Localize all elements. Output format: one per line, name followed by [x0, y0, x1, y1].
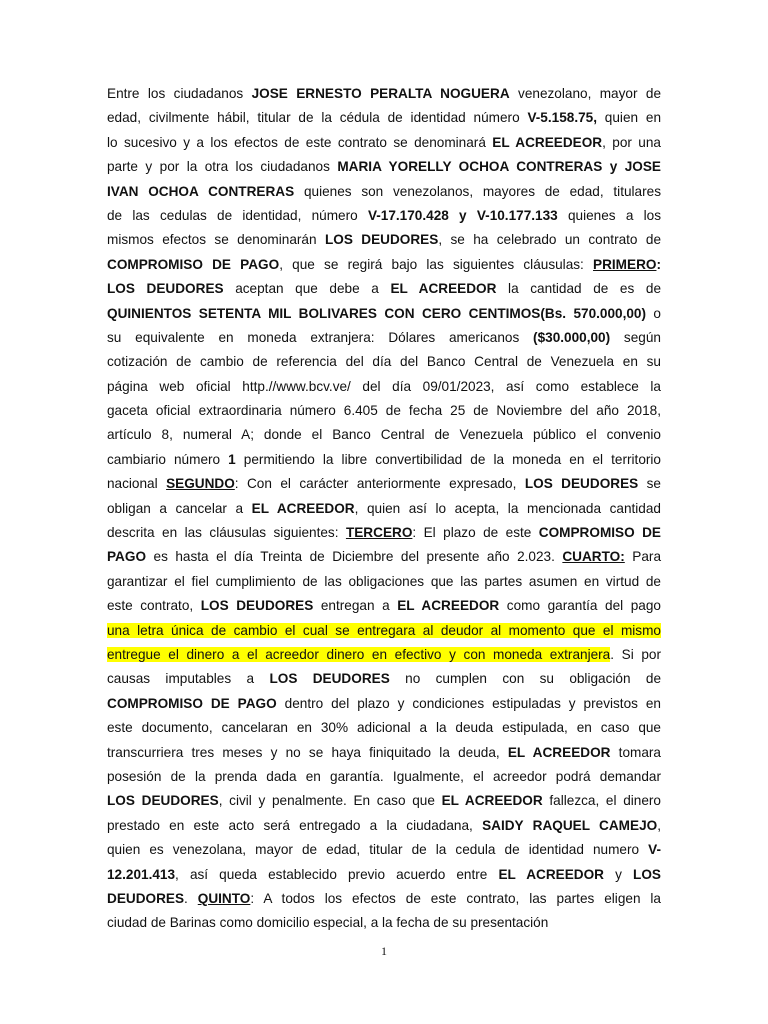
text-run: quien en [597, 110, 662, 126]
text-line [107, 716, 661, 740]
text-line [107, 838, 661, 862]
text-run: lo sucesivo y a los efectos de este contrato se denominará [107, 134, 493, 150]
bold-text: COMPROMISO DE PAGO [107, 256, 280, 272]
text-line [107, 472, 661, 496]
bold-text: LOS DEUDORES [524, 476, 639, 492]
text-run: quienes a los [557, 207, 661, 223]
text-run: : El plazo de este [412, 525, 539, 541]
text-line [107, 253, 661, 277]
text-run: la cantidad de es de [496, 281, 661, 297]
text-run: : A todos los efectos de este contrato, las partes eligen la [250, 890, 661, 906]
bold-text: PRIMERO [593, 256, 657, 272]
text-line [107, 204, 661, 228]
page-number: 1 [381, 944, 387, 958]
bold-text: EL ACREEDOR [251, 500, 355, 516]
text-line [107, 228, 661, 252]
text-run: fallezca, el dinero [542, 793, 661, 809]
highlighted-text: entregue el dinero a el acreedor dinero en efectivo y con moneda extranjera [107, 646, 611, 662]
text-line [107, 619, 661, 643]
text-line [107, 497, 661, 521]
bold-text: SAIDY RAQUEL CAMEJO [482, 817, 658, 833]
text-run: parte y por la otra los ciudadanos [107, 159, 338, 175]
text-line [107, 277, 661, 301]
text-line [107, 643, 661, 667]
text-run: o [646, 305, 661, 321]
text-line [107, 423, 661, 447]
text-run: mismos efectos se denominarán [107, 232, 325, 248]
text-run: cambiario número [107, 451, 229, 467]
bold-text: EL ACREEDOR [507, 744, 611, 760]
text-line [107, 155, 661, 179]
text-run: , que se regirá bajo las siguientes cláusulas: [279, 256, 594, 272]
highlighted-text: una letra única de cambio el cual se entregara al deudor al momento que el mismo [107, 622, 661, 638]
text-run: , por una [602, 134, 661, 150]
bold-text: COMPROMISO DE PAGO [107, 695, 277, 711]
text-run: este documento, cancelaran en 30% adicional a la deuda estipulada, en caso que [107, 720, 661, 736]
text-run: quienes son venezolanos, mayores de edad, titulares [294, 183, 661, 199]
text-run: edad, civilmente hábil, titular de la cédula de identidad número [107, 110, 528, 126]
text-run: , se ha celebrado un contrato de [438, 232, 662, 248]
text-line [107, 180, 661, 204]
text-run: garantizar el fiel cumplimiento de las obligaciones que las partes asumen en virtud de [107, 573, 661, 589]
bold-text: LOS DEUDORES [269, 671, 390, 687]
text-run: permitiendo la libre convertibilidad de la moneda en el territorio [235, 451, 661, 467]
bold-text: TERCERO [345, 525, 413, 541]
text-run: quien es venezolana, mayor de edad, titular de la cedula de identidad numero [107, 842, 649, 858]
text-line [107, 570, 661, 594]
bold-text: 12.201.413 [107, 866, 176, 882]
text-line [107, 789, 661, 813]
text-line [107, 106, 661, 130]
text-run: , [657, 817, 661, 833]
text-line [107, 765, 661, 789]
text-run: venezolano, mayor de [509, 86, 662, 101]
bold-text: COMPROMISO DE [538, 525, 661, 541]
bold-text: LOS DEUDORES [107, 793, 219, 809]
text-run: entregan a [313, 598, 398, 614]
bold-text: EL ACREEDOR [441, 793, 543, 809]
text-run: . [184, 890, 198, 906]
text-run: tomara [610, 744, 661, 760]
bold-text: LOS DEUDORES [324, 232, 439, 248]
bold-text: ($30.000,00) [533, 329, 611, 345]
text-run: obligan a cancelar a [107, 500, 252, 516]
text-line [107, 667, 661, 691]
text-run: nacional [107, 476, 167, 492]
text-run: transcurriera tres meses y no se haya finiquitado la deuda, [107, 744, 508, 760]
text-line [107, 545, 661, 569]
text-run: según [610, 329, 661, 345]
text-line [107, 521, 661, 545]
bold-text: V- [648, 842, 661, 858]
text-run: se [638, 476, 661, 492]
text-run: : Con el carácter anteriormente expresado, [234, 476, 525, 492]
text-run: artículo 8, numeral A; donde el Banco Central de Venezuela público el convenio [107, 427, 661, 443]
text-run: y [604, 866, 634, 882]
text-line [107, 350, 661, 374]
bold-text: IVAN OCHOA CONTRERAS [107, 183, 295, 199]
text-line [107, 887, 661, 911]
bold-text: QUINTO [197, 890, 251, 906]
text-run: cotización de cambio de referencia del día del Banco Central de Venezuela en su [107, 354, 661, 370]
text-run: de las cedulas de identidad, número [107, 207, 368, 223]
text-run: página web oficial http.//www.bcv.ve/ del día 09/01/2023, así como establece la [107, 378, 661, 394]
text-run: causas imputables a [107, 671, 270, 687]
text-run: Entre los ciudadanos [107, 86, 252, 101]
text-run: gaceta oficial extraordinaria número 6.405 de fecha 25 de Noviembre del año 2018, [107, 403, 661, 419]
text-run: , así queda establecido previo acuerdo entre [175, 866, 499, 882]
bold-text: : [656, 256, 661, 272]
bold-text: EL ACREEDOR [397, 598, 500, 614]
text-line [107, 448, 661, 472]
text-line [107, 131, 661, 155]
text-run: . Si por [610, 646, 661, 662]
text-run: es hasta el día Treinta de Diciembre del presente año 2.023. [146, 549, 563, 565]
bold-text: 1 [228, 451, 236, 467]
bold-text: EL ACREEDOR [498, 866, 604, 882]
bold-text: PAGO [107, 549, 147, 565]
text-run: su equivalente en moneda extranjera: Dólares americanos [107, 329, 534, 345]
bold-text: JOSE ERNESTO PERALTA NOGUERA [251, 86, 510, 101]
bold-text: EL ACREEDOR [390, 281, 497, 297]
text-line [107, 863, 661, 887]
text-run: , civil y penalmente. En caso que [218, 793, 442, 809]
bold-text: EL ACREEDEOR [492, 134, 603, 150]
bold-text: SEGUNDO [166, 476, 235, 492]
bold-text: LOS [633, 866, 661, 882]
text-run: dentro del plazo y condiciones estipuladas y previstos en [276, 695, 661, 711]
contract-text [107, 82, 661, 936]
text-run: ciudad de Barinas como domicilio especial, a la fecha de su presentación [107, 915, 549, 931]
text-run: Para [624, 549, 661, 565]
text-run: prestado en este acto será entregado a la ciudadana, [107, 817, 483, 833]
text-line [107, 326, 661, 350]
bold-text: QUINIENTOS SETENTA MIL BOLIVARES CON CERO CENTIMOS(Bs. 570.000,00) [107, 305, 647, 321]
text-run: como garantía del pago [499, 598, 661, 614]
text-line [107, 741, 661, 765]
text-line [107, 911, 661, 935]
bold-text: V-17.170.428 y V-10.177.133 [367, 207, 558, 223]
text-run: posesión de la prenda dada en garantía. Igualmente, el acreedor podrá demandar [107, 768, 661, 784]
text-line [107, 82, 661, 106]
text-line [107, 302, 661, 326]
text-run: descrita en las cláusulas siguientes: [107, 525, 346, 541]
bold-text: LOS DEUDORES [200, 598, 314, 614]
text-run: , quien así lo acepta, la mencionada cantidad [354, 500, 661, 516]
text-line [107, 594, 661, 618]
text-run: este contrato, [107, 598, 201, 614]
text-line [107, 399, 661, 423]
text-run: no cumplen con su obligación de [389, 671, 662, 687]
text-line [107, 814, 661, 838]
bold-text: MARIA YORELLY OCHOA CONTRERAS y JOSE [337, 159, 661, 175]
bold-text: LOS DEUDORES [107, 281, 224, 297]
text-run: aceptan que debe a [223, 281, 391, 297]
text-line [107, 375, 661, 399]
bold-text: DEUDORES [107, 890, 185, 906]
bold-text: CUARTO: [562, 549, 625, 565]
bold-text: V-5.158.75, [527, 110, 597, 126]
text-line [107, 692, 661, 716]
